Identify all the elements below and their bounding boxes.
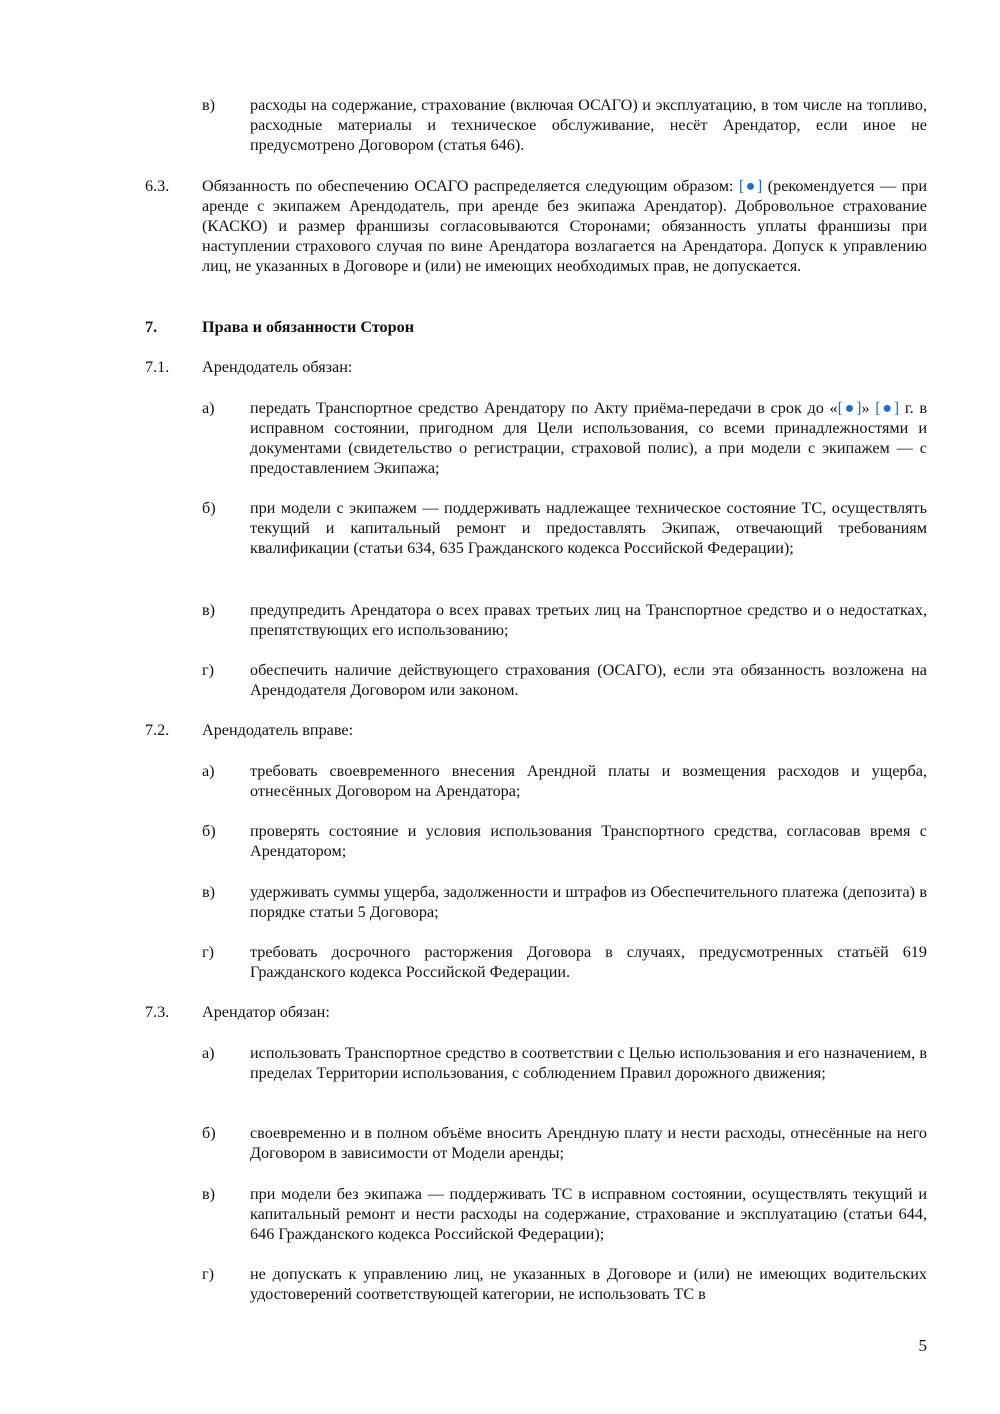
item-label: г)	[202, 661, 215, 679]
clause-text-part: Обязанность по обеспечению ОСАГО распределяется следующим образом:	[202, 177, 739, 195]
item-text: не допускать к управлению лиц, не указанных в Договоре и (или) не имеющих водительских удостоверений соответствующей категории, не использовать ТС в	[250, 1265, 927, 1303]
section-title: Права и обязанности Сторон	[202, 318, 415, 336]
item-label: г)	[202, 943, 215, 961]
item-text: требовать досрочного расторжения Договора в случаях, предусмотренных статьёй 619 Гражданского кодекса Российской Федерации.	[250, 943, 927, 981]
item-text: при модели без экипажа — поддерживать ТС в исправном состоянии, осуществлять текущий и капитальный ремонт и нести расходы на содержание, страхование и эксплуатацию (статьи 644, 646 Гражданского кодекса Российской Федерации);	[250, 1185, 927, 1243]
clause-text: Арендодатель обязан:	[202, 358, 353, 376]
item-label: а)	[202, 399, 215, 417]
item-label: б)	[202, 822, 216, 840]
placeholder-marker: [●]	[875, 399, 900, 417]
item-label: а)	[202, 762, 215, 780]
item-text: при модели с экипажем — поддерживать надлежащее техническое состояние ТС, осуществлять текущий и капитальный ремонт и предоставлять Экипаж, отвечающий требованиям квалификации (статьи 634, 635 Гражданского кодекса Российской Федерации);	[250, 499, 927, 557]
item-label: в)	[202, 1185, 216, 1203]
clause-text-part: (рекомендуется — при аренде с экипажем Арендодатель, при аренде без экипажа Арендатор). Добровольное страхование (КАСКО) и размер франшизы согласовываются Сторонами; обязанность уплаты франшизы при наступлении страхового случая по вине Арендатора возлагается на Арендатора. Допуск к управлению лиц, не указанных в Договоре и (или) не имеющих необходимых прав, не допускается.	[202, 177, 928, 275]
item-label: в)	[202, 96, 216, 114]
item-text-part: передать Транспортное средство Арендатору по Акту приёма-передачи в срок до «	[250, 399, 838, 417]
item-text: расходы на содержание, страхование (включая ОСАГО) и эксплуатацию, в том числе на топливо, расходные материалы и техническое обслуживание, несёт Арендатор, если иное не предусмотрено Договором (статья 646).	[250, 96, 927, 154]
item-text: удерживать суммы ущерба, задолженности и штрафов из Обеспечительного платежа (депозита) в порядке статьи 5 Договора;	[250, 883, 927, 921]
placeholder-marker: [●]	[837, 399, 862, 417]
item-label: б)	[202, 499, 216, 517]
item-text: использовать Транспортное средство в соответствии с Целью использования и его назначением, в пределах Территории использования, с соблюдением Правил дорожного движения;	[250, 1044, 927, 1082]
clause-text: Арендодатель вправе:	[202, 721, 354, 739]
item-text: предупредить Арендатора о всех правах третьих лиц на Транспортное средство и о недостатках, препятствующих его использованию;	[250, 601, 927, 639]
item-label: в)	[202, 601, 216, 619]
item-text: обеспечить наличие действующего страхования (ОСАГО), если эта обязанность возложена на Арендодателя Договором или законом.	[250, 661, 927, 699]
clause-number: 7.2.	[145, 721, 170, 739]
item-text: проверять состояние и условия использования Транспортного средства, согласовав время с Арендатором;	[250, 822, 927, 860]
item-text: требовать своевременного внесения Арендной платы и возмещения расходов и ущерба, отнесённых Договором на Арендатора;	[250, 762, 927, 800]
clause-number: 7.3.	[145, 1003, 170, 1021]
section-number: 7.	[145, 318, 158, 336]
item-text-part: »	[861, 399, 876, 417]
item-label: б)	[202, 1124, 216, 1142]
item-text: своевременно и в полном объёме вносить Арендную плату и нести расходы, отнесённые на него Договором в зависимости от Модели аренды;	[250, 1124, 927, 1162]
clause-number: 6.3.	[145, 177, 170, 195]
item-text	[250, 398, 927, 478]
page-number: 5	[918, 1336, 927, 1355]
placeholder-marker: [●]	[738, 177, 763, 195]
clause-number: 7.1.	[145, 358, 170, 376]
item-label: а)	[202, 1044, 215, 1062]
clause-text: Арендатор обязан:	[202, 1003, 330, 1021]
item-label: в)	[202, 883, 216, 901]
item-label: г)	[202, 1265, 215, 1283]
item-text-part: г. в исправном состоянии, пригодном для Цели использования, со всеми принадлежностями и документами (свидетельство о регистрации, страховой полис), а при модели с экипажем — с предоставлением Экипажа;	[250, 399, 928, 477]
clause-text	[202, 176, 927, 276]
